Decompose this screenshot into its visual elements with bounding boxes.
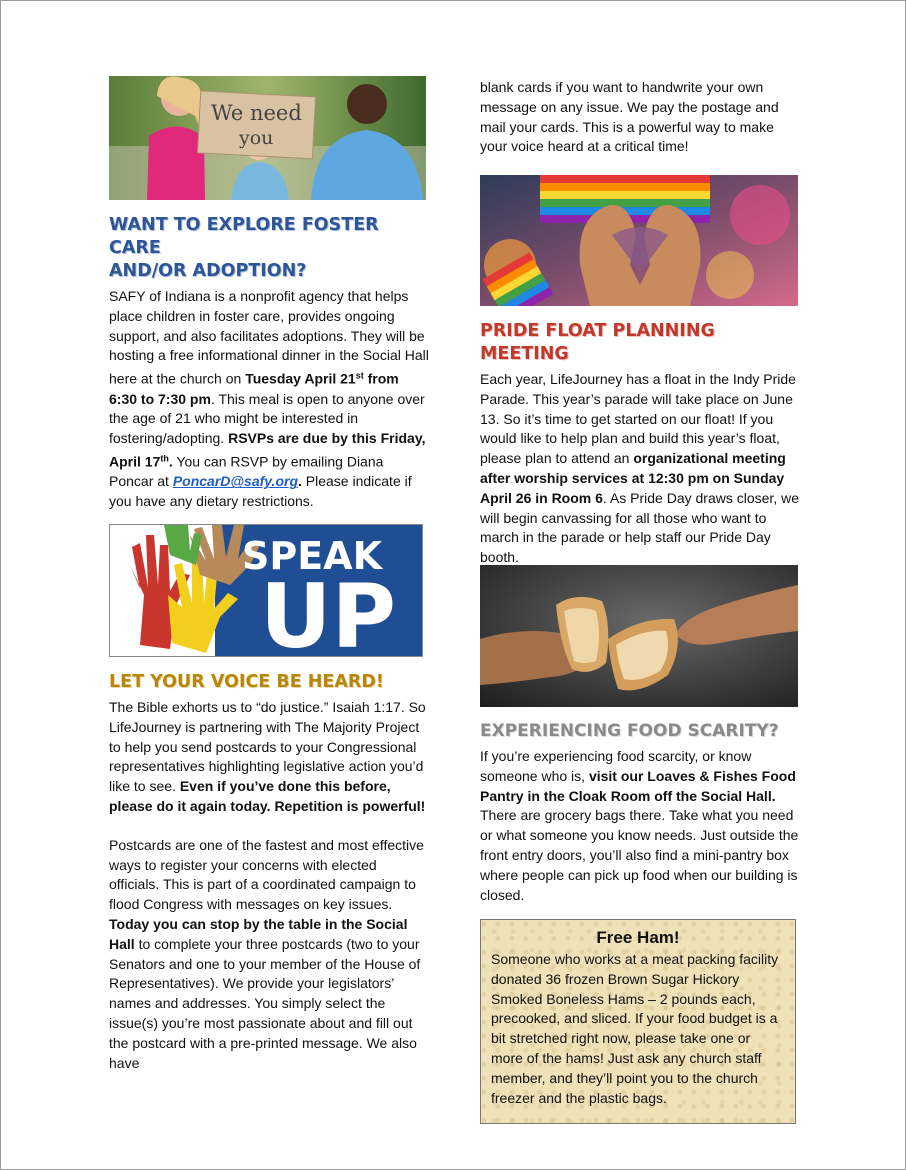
free-ham-body: Someone who works at a meat packing facility donated 36 frozen Brown Sugar Hickory Smoked Boneless Hams – 2 pounds each, precooked, and sliced. If your food budget is a bit stretched right now, please take one or more of the hams! Just ask any church staff member, and they’ll point you to the church freezer and the plastic bags. — [491, 951, 779, 1106]
food-heading: EXPERIENCING FOOD SCARITY? — [480, 721, 779, 741]
pride-hands-photo — [480, 175, 798, 306]
speak-paragraph-2-continued: blank cards if you want to handwrite your own message on any issue. We pay the postage and mail your cards. This is a powerful way to make your voice heard at a critical time! — [480, 79, 779, 155]
foster-paragraph — [109, 287, 429, 512]
pride-text-c: . As Pride Day draws closer, we will begin canvassing for all those who want to march in the parade or help staff our Pride Day booth. — [480, 489, 799, 566]
bread-sharing-photo — [480, 565, 798, 707]
foster-email-period: . — [298, 473, 302, 490]
speak-heading: LET YOUR VOICE BE HEARD! — [109, 672, 384, 692]
foster-date-bold: Tuesday April 21 — [245, 370, 356, 387]
foster-text-e: . This meal is open to anyone over the age of 21 who might be interested in fostering/adopting. — [109, 390, 425, 447]
speak-text-1a: The Bible exhorts us to “do justice.” Isaiah 1:17. So LifeJourney is partnering with The Majority Project to help you send postcards to your Congressional representatives highlighting legislative action you’d like to see. — [109, 699, 426, 795]
sign-text-we-need: We need — [211, 101, 302, 125]
food-text-bold: visit our Loaves & Fishes Food Pantry in the Cloak Room off the Social Hall. — [480, 767, 796, 804]
speak-logo-text: SPEAK — [242, 534, 383, 578]
free-ham-box — [480, 919, 796, 1124]
foster-heading-line1: WANT TO EXPLORE FOSTER CARE — [109, 215, 379, 258]
foster-text-i: You can RSVP by emailing Diana Poncar at — [109, 453, 384, 490]
sign-text-you: you — [239, 127, 274, 149]
food-text-c: There are grocery bags there. Take what you need or what someone you know needs. Just outside the front entry doors, you’ll also find a mini-pantry box where people can pick up food when our building is closed. — [480, 807, 799, 903]
pride-paragraph — [480, 370, 802, 568]
foster-rsvp-suffix: th — [160, 453, 169, 464]
food-text-a: If you’re experiencing food scarcity, or know someone who is, — [480, 748, 752, 784]
foster-text-a: SAFY of Indiana is a nonprofit agency that helps place children in foster care, provides ongoing support, and also facilitates adoptions. They will be hosting a free informational dinner in the Social Hall here at the church on — [109, 288, 429, 387]
pride-text-bold: organizational meeting after worship services at 12:30 pm on Sunday April 26 in Room 6 — [480, 450, 786, 506]
pride-heading: PRIDE FLOAT PLANNING MEETING — [480, 321, 715, 364]
speak-text-2b: Today you can stop by the table in the Social Hall — [109, 915, 408, 952]
speak-text-1b: Even if you’ve done this before, please do it again today. Repetition is powerful! — [109, 778, 426, 814]
children-photo-art — [109, 76, 426, 200]
bread-sharing-photo-art — [480, 565, 798, 707]
foster-heading — [109, 214, 429, 283]
speak-up-logo-art — [110, 525, 422, 656]
pride-text-a: Each year, LifeJourney has a float in the Indy Pride Parade. This year’s parade will take place on June 13. So it’s time to get started on our float! If you would like to help plan and build this year’s float, please plan to attend an — [480, 371, 796, 467]
speak-text-2c: to complete your three postcards (two to your Senators and one to your member of the House of Representatives). We provide your legislators’ names and addresses. You simply select the issue(s) you’re most passionate about and fill out the postcard with a pre-printed message. We also have — [109, 935, 421, 1071]
free-ham-title: Free Ham! — [596, 928, 680, 947]
speak-paragraph-1 — [109, 698, 429, 817]
foster-text-k: Please indicate if you have any dietary restrictions. — [109, 473, 412, 510]
speak-up-logo — [109, 524, 423, 657]
children-photo — [109, 76, 426, 200]
foster-date-suffix: st — [355, 370, 364, 381]
foster-rsvp-bold: RSVPs are due by this Friday, April 17 — [109, 430, 426, 470]
speak-paragraph-2 — [109, 836, 429, 1074]
email-link[interactable]: PoncarD@safy.org — [172, 473, 298, 490]
up-logo-text: UP — [260, 565, 396, 656]
foster-rsvp-period: . — [168, 453, 173, 470]
foster-time-bold: from 6:30 to 7:30 pm — [109, 370, 399, 407]
pride-hands-photo-art — [480, 175, 798, 306]
speak-text-2a: Postcards are one of the fastest and most effective ways to register your concerns with elected officials. This is part of a coordinated campaign to flood Congress with messages on key issues. — [109, 836, 424, 913]
foster-heading-line2: AND/OR ADOPTION? — [109, 261, 307, 281]
food-paragraph — [480, 747, 802, 905]
